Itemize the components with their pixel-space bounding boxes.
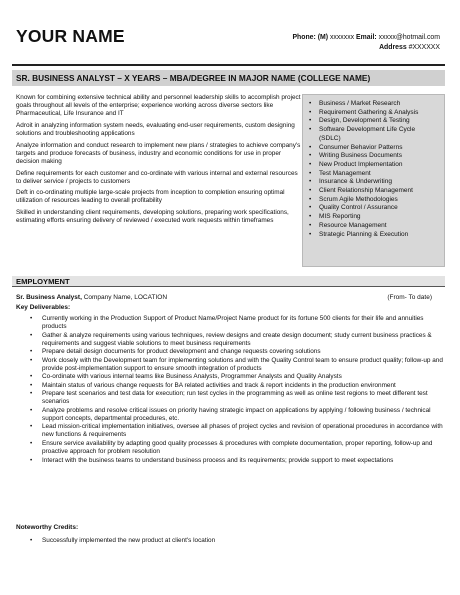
bullet-icon: • <box>30 348 33 356</box>
summary-paragraph: Deft in co-ordinating multiple large-scale projects from inception to completion ensuring optimal utilization of resources leading to overall profitability <box>16 189 285 205</box>
noteworthy-credits-label: Noteworthy Credits: <box>16 524 79 531</box>
phone-value: xxxxxxx <box>329 34 355 41</box>
deliverable-item: • Analyze problems and resolve critical issues on priority having strategic impact on applications by applying / following business / technical support concepts, departmental procedures, etc. <box>30 406 431 422</box>
skill-item: • MIS Reporting <box>309 213 361 221</box>
bullet-icon: • <box>30 423 33 431</box>
bullet-icon: • <box>30 456 33 464</box>
contact-line-2 <box>292 43 440 53</box>
skill-item: • Scrum Agile Methodologies <box>309 195 398 203</box>
contact-line-1 <box>292 33 440 43</box>
email-label: Email: <box>356 34 377 41</box>
bullet-icon: • <box>309 160 312 168</box>
deliverable-item: • Ensure service availability by adapting good quality processes & procedures with complete documentation, proper reporting, follow-up and proactive approach for problem resolution <box>30 439 433 456</box>
bullet-icon: • <box>309 117 312 125</box>
bullet-icon: • <box>30 390 33 398</box>
address-label: Address <box>379 44 407 51</box>
contact-block <box>292 33 440 53</box>
skill-item: • Client Relationship Management <box>309 187 413 195</box>
summary-paragraph: Adroit in analyzing information system needs, evaluating end-user requirements, custom designing solutions and troubleshooting applications <box>16 121 295 138</box>
skill-item: • Design, Development & Testing <box>309 117 410 125</box>
summary-paragraph: Define requirements for each customer and co-ordinate with various internal and external resources to deliver service / projects to customers <box>16 169 298 185</box>
bullet-icon: • <box>30 439 33 447</box>
bullet-icon: • <box>309 108 312 116</box>
summary-paragraph: Skilled in understanding client requirements, developing solutions, preparing work specifications, estimating efforts ensuring delivery of reviewed / executed work requests within timeframes <box>16 208 289 225</box>
credits-list <box>30 537 444 545</box>
skill-item: • Strategic Planning & Execution <box>309 230 409 238</box>
job-dates: (From- To date) <box>387 294 432 301</box>
bullet-icon: • <box>309 143 312 151</box>
skill-item: • Writing Business Documents <box>309 152 402 160</box>
skills-list <box>309 100 445 239</box>
skill-item: • Requirement Gathering & Analysis <box>309 108 419 116</box>
phone-label: Phone: (M) <box>292 34 329 41</box>
skill-item: • Resource Management <box>309 221 387 229</box>
skill-item: • Business / Market Research <box>309 100 401 107</box>
address-value: #XXXXXX <box>408 44 440 51</box>
bullet-icon: • <box>309 204 312 212</box>
deliverable-item: • Currently working in the Production Support of Product Name/Project Name product for its fortune 500 clients for their life and annuities products <box>30 315 424 331</box>
deliverables-list <box>30 315 444 465</box>
employment-header-bar <box>12 276 445 287</box>
skill-item: • New Product Implementation <box>309 160 403 168</box>
profile-summary <box>16 94 301 229</box>
skill-item: • Consumer Behavior Patterns <box>309 143 403 151</box>
skill-item: • Quality Control / Assurance <box>309 204 398 212</box>
deliverable-item: • Lead mission-critical implementation initiatives, oversee all phases of project cycles and revision of operational procedures in accordance with new functions & requirements <box>30 423 443 439</box>
bullet-icon: • <box>309 100 312 107</box>
bullet-icon: • <box>309 152 312 160</box>
bullet-icon: • <box>30 373 33 381</box>
skill-item: • Insurance & Underwriting <box>309 178 392 186</box>
deliverable-item: • Prepare test scenarios and test data for execution; run test cycles in the programming as well as online test regions to meet different test scenarios <box>30 390 428 406</box>
bullet-icon: • <box>30 381 33 389</box>
summary-paragraph: Analyze information and conduct research to implement new plans / strategies to achieve company's targets and produce forecasts of business, industry and economic conditions for use in proper decision making <box>16 141 301 166</box>
bullet-icon: • <box>309 221 312 229</box>
bullet-icon: • <box>309 169 312 177</box>
bullet-icon: • <box>30 356 33 364</box>
skill-item: • Test Management <box>309 169 371 177</box>
bullet-icon: • <box>309 195 312 203</box>
header-divider <box>12 64 445 66</box>
bullet-icon: • <box>30 315 33 322</box>
bullet-icon: • <box>309 178 312 186</box>
bullet-icon: • <box>309 213 312 221</box>
bullet-icon: • <box>30 331 33 339</box>
bullet-icon: • <box>309 187 312 195</box>
candidate-name: YOUR NAME <box>16 26 125 46</box>
email-value: xxxxx@hotmail.com <box>378 34 440 41</box>
job-title-line <box>16 294 167 301</box>
bullet-icon: • <box>309 230 312 238</box>
credit-item: • Successfully implemented the new product at client's location <box>30 537 216 544</box>
deliverable-item: • Interact with the business teams to understand business process and its requirements; provide support to meet expectations <box>30 456 394 464</box>
deliverable-item: • Co-ordinate with various internal teams like Business Analysts, Programmer Analysts and Quality Analysts <box>30 373 342 381</box>
job-title: Sr. Business Analyst, <box>16 294 82 301</box>
deliverable-item: • Work closely with the Development team for implementing solutions and with the Quality Control team to ensure product quality; follow-up and provide post-implementation support to ensure smooth integration of products <box>30 356 443 372</box>
deliverable-item: • Maintain status of various change requests for BA related activities and track & report incidents in the production environment <box>30 381 396 389</box>
summary-paragraph: Known for combining extensive technical ability and personnel leadership skills to accomplish project goals throughout all levels of the enterprise; experience working across diverse sectors like Pharmaceutical, Life Insurance and IT <box>16 94 301 118</box>
bullet-icon: • <box>309 126 312 134</box>
employment-section-title: EMPLOYMENT <box>16 277 70 286</box>
bullet-icon: • <box>30 406 33 414</box>
resume-title: SR. BUSINESS ANALYST – X YEARS – MBA/DEGREE IN MAJOR NAME (COLLEGE NAME) <box>16 73 371 83</box>
key-deliverables-label: Key Deliverables: <box>16 304 71 311</box>
skill-item-continuation: (SDLC) <box>319 134 341 142</box>
job-company: Company Name, LOCATION <box>83 294 168 301</box>
deliverable-item: • Gather & analyze requirements using various techniques, review designs and create design document; study current business practices & requirements and suggest viable solutions to meet business requirements <box>30 331 432 347</box>
bullet-icon: • <box>30 537 33 544</box>
deliverable-item: • Prepare detail design documents for product development and change requests covering solutions <box>30 348 321 356</box>
skill-item: • Software Development Life Cycle <box>309 126 416 134</box>
